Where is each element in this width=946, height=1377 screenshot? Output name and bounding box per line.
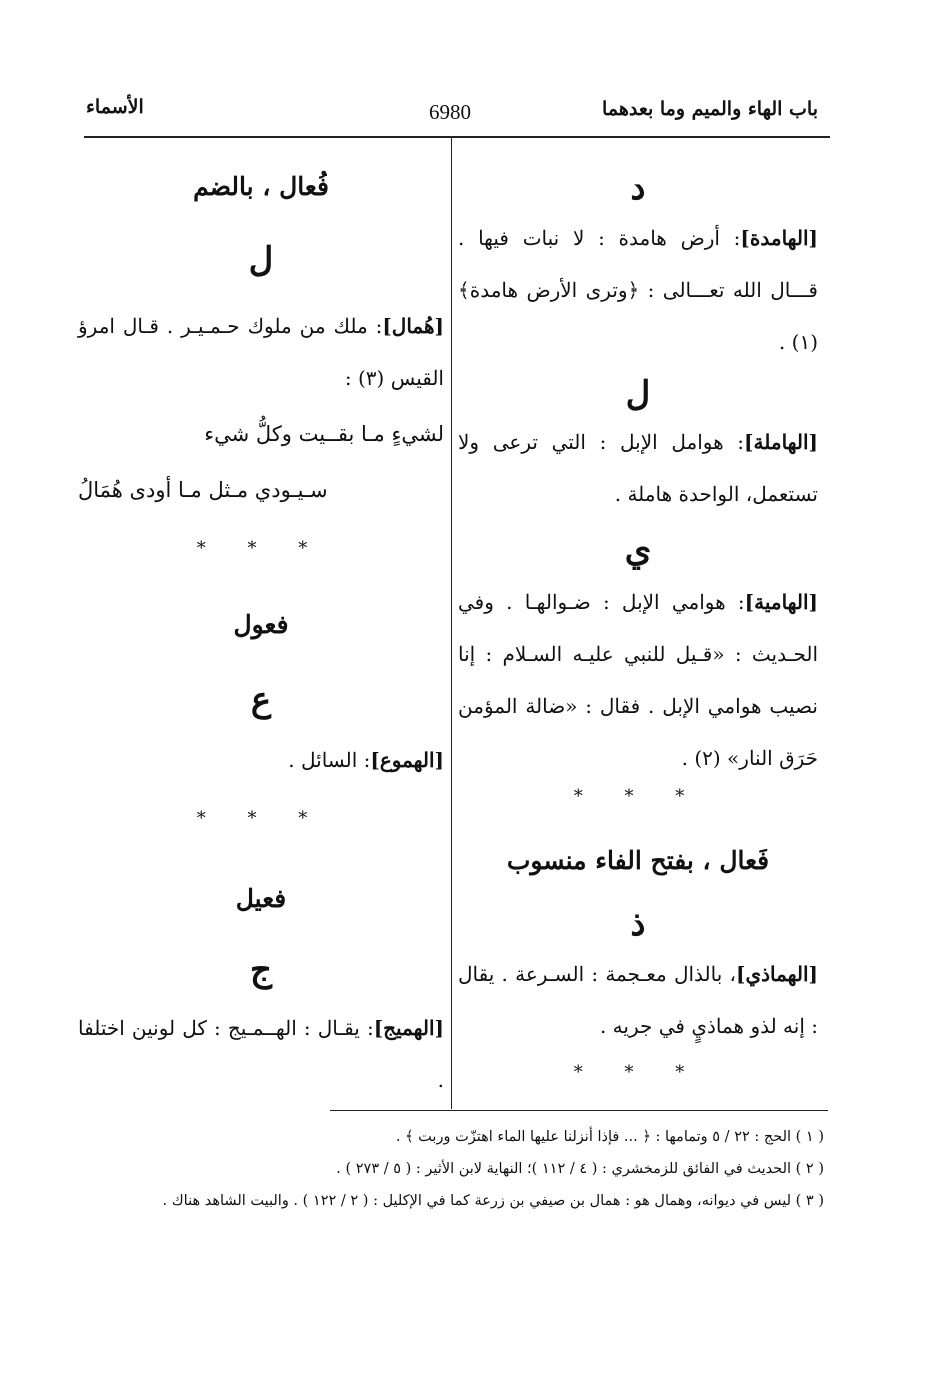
entry-term: [الهامدة] — [740, 226, 818, 250]
section-heading: فعيل — [235, 884, 287, 913]
entry-hamadhi — [458, 948, 818, 1052]
entry-term: [الهاملة] — [744, 430, 818, 454]
entry-term: [الهميج] — [373, 1016, 444, 1040]
separator-stars: * * * — [573, 1062, 703, 1083]
section-title: الأسماء — [86, 96, 144, 118]
section-heading: فعول — [233, 610, 289, 639]
page-number: 6980 — [429, 100, 471, 124]
entry-text: ، بالذال معـجمة : السـرعة . يقال : إنه لذو هماذيٍ في جريه . — [458, 962, 818, 1038]
section-heading: فَعال ، بفتح الفاء منسوب — [506, 846, 770, 875]
letter-heading-y: ي — [624, 530, 652, 570]
header-rule — [84, 136, 830, 138]
section-heading: فُعال ، بالضم — [193, 172, 329, 201]
letter-heading-j: ج — [250, 950, 272, 990]
footnote-2: ( ٢ ) الحديث في الفائق للزمخشري : ( ٤ / ١١٢ )؛ النهاية لابن الأثير : ( ٥ / ٢٧٣ ) . — [336, 1161, 824, 1177]
entry-term: [الهموع] — [370, 748, 444, 772]
entry-text: : ملك من ملوك حـمـيـر . قـال امرؤ القيس (٣) : — [78, 314, 444, 390]
verse-line-1: لشيءٍ مـا بقــيت وكلُّ شيء — [204, 422, 444, 446]
entry-text: : هوامل الإبل : التي ترعى ولا تستعمل، الواحدة هاملة . — [458, 430, 818, 506]
entry-term: [هُمال] — [382, 314, 444, 338]
separator-stars: * * * — [196, 538, 326, 559]
column-divider — [451, 137, 452, 1109]
footnote-rule — [330, 1110, 828, 1111]
entry-term: [الهماذي] — [735, 962, 818, 986]
separator-stars: * * * — [573, 786, 703, 807]
entry-text: : يقـال : الهــمـيج : كل لونين اختلفا . — [78, 1016, 444, 1092]
letter-heading-dh: ذ — [630, 904, 646, 944]
entry-hamiya — [458, 576, 818, 784]
entry-term: [الهامية] — [744, 590, 818, 614]
entry-text: : هوامي الإبل : ضـوالهـا . وفي الحـديث : «قـيل للنبي عليـه السـلام : إنا نصيب هوامي الإبل . فقال : «ضالة المؤمن حَرَق النار» (٢) . — [458, 590, 818, 770]
separator-stars: * * * — [196, 808, 326, 829]
entry-hamida — [458, 212, 818, 368]
entry-text: : السائل . — [288, 748, 371, 772]
entry-hamila — [458, 416, 818, 520]
letter-heading-ain: ع — [250, 680, 272, 720]
entry-text: : أرض هامدة : لا نبات فيها . قـــال الله تعـــالى : ﴿وترى الأرض هامدة﴾ (١) . — [458, 226, 818, 354]
entry-humu — [78, 734, 444, 786]
entry-humal — [78, 300, 444, 404]
verse-line-2: سـيـودي مـثل مـا أودى هُمَالُ — [78, 478, 328, 502]
letter-heading-d: د — [630, 168, 646, 208]
entry-hamij — [78, 1002, 444, 1106]
letter-heading-l: ل — [625, 374, 651, 414]
footnote-1: ( ١ ) الحج : ٢٢ / ٥ وتمامها : ﴿ ... فإذا أنزلنا عليها الماء اهتزّت وربت ﴾ . — [395, 1129, 824, 1145]
footnote-3: ( ٣ ) ليس في ديوانه، وهمال هو : همال بن صيفي بن زرعة كما في الإكليل : ( ٢ / ١٢٢ ) . والبيت الشاهد هناك . — [162, 1193, 824, 1209]
chapter-title: باب الهاء والميم وما بعدهما — [602, 98, 818, 120]
letter-heading-l: ل — [248, 240, 274, 280]
